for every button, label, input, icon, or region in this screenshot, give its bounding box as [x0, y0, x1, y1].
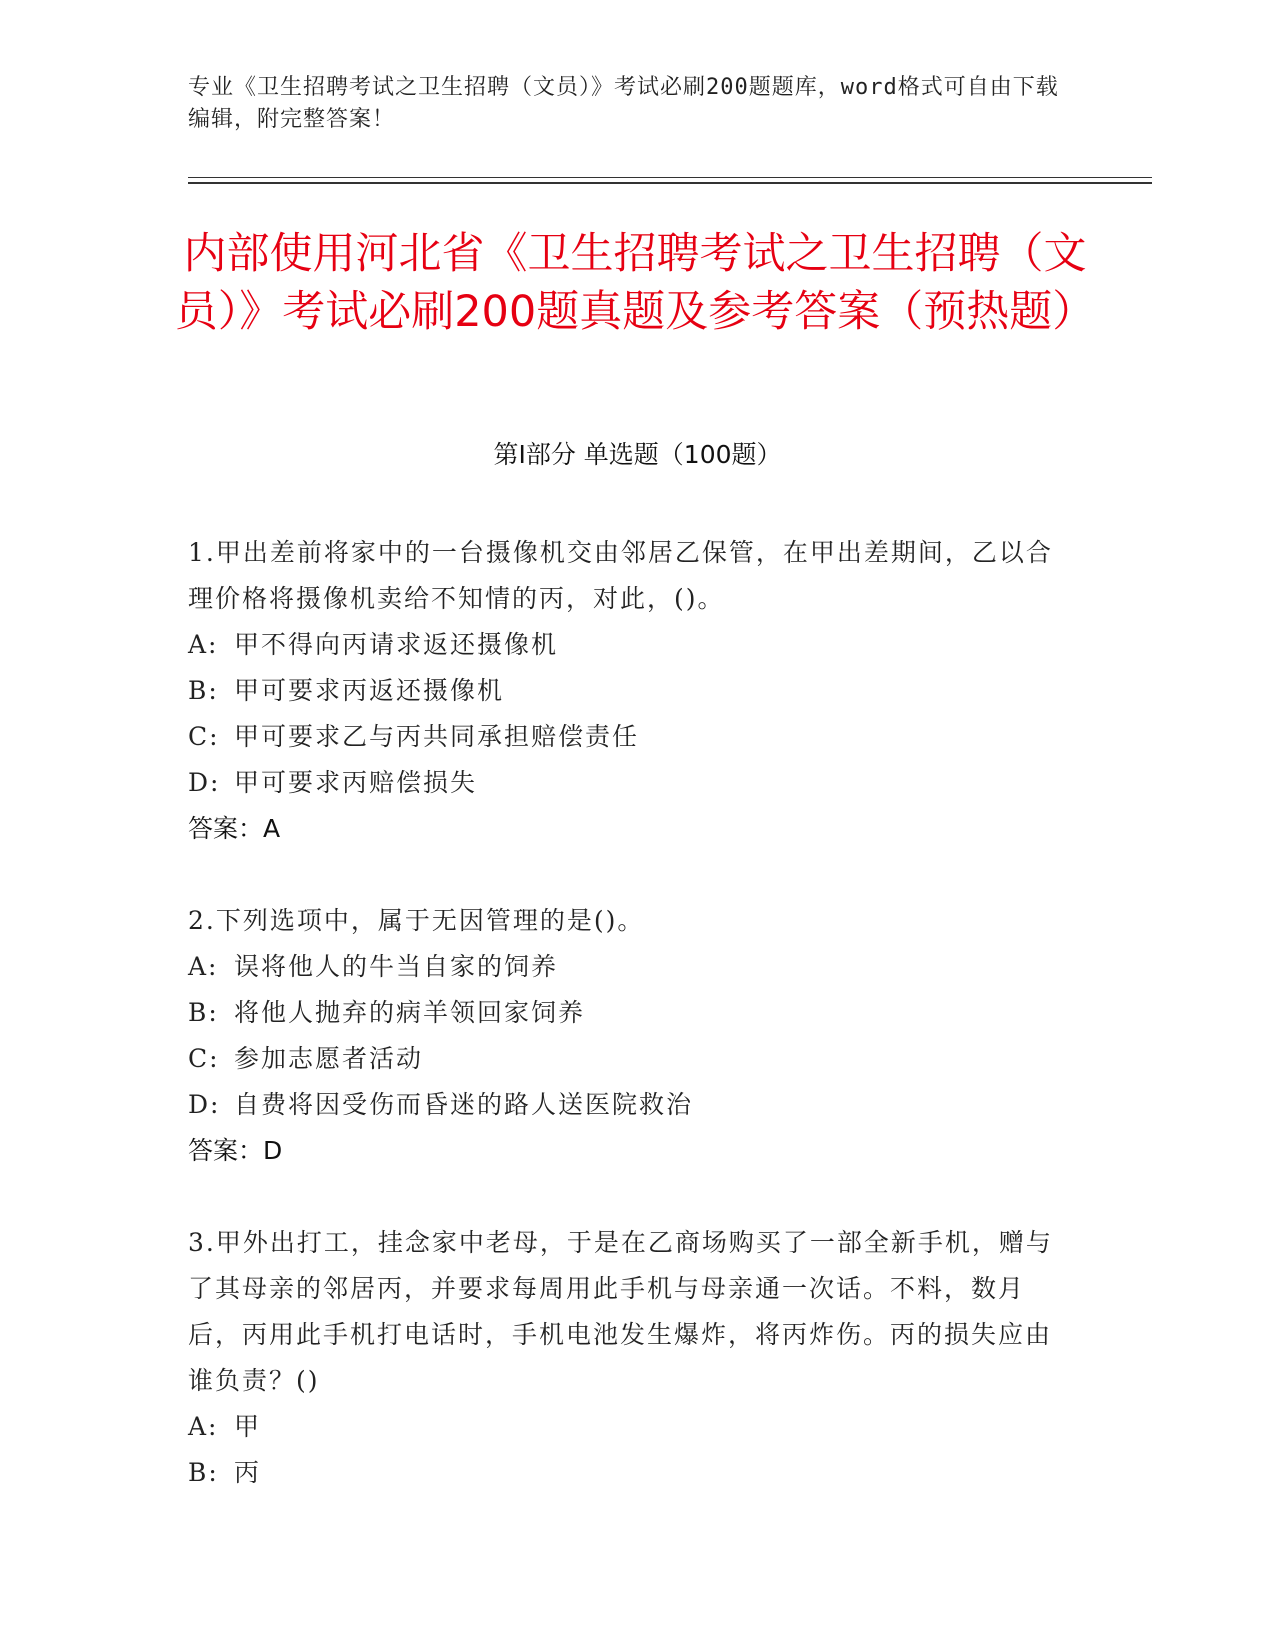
option-b	[188, 668, 1068, 714]
option-text: 甲可要求乙与丙共同承担赔偿责任	[234, 722, 640, 751]
option-c	[188, 714, 1068, 760]
option-text: 丙	[234, 1458, 262, 1487]
option-letter: C:	[188, 1044, 220, 1073]
header-divider-thin	[188, 177, 1152, 178]
question-3	[188, 1220, 1068, 1496]
option-text: 甲不得向丙请求返还摄像机	[234, 630, 559, 659]
header-note: 专业《卫生招聘考试之卫生招聘（文员）》考试必刷200题题库，word格式可自由下载编辑，附完整答案！	[188, 75, 1059, 132]
option-a	[188, 944, 1068, 990]
option-c	[188, 1036, 1068, 1082]
option-d	[188, 760, 1068, 806]
question-stem: 1.甲出差前将家中的一台摄像机交由邻居乙保管，在甲出差期间，乙以合理价格将摄像机卖给不知情的丙，对此，()。	[188, 538, 1053, 613]
option-text: 参加志愿者活动	[234, 1044, 424, 1073]
option-text: 将他人抛弃的病羊领回家饲养	[234, 998, 586, 1027]
question-list	[188, 530, 1068, 1542]
option-a	[188, 622, 1068, 668]
answer-label: 答案：	[188, 814, 264, 843]
header-divider-thick	[188, 182, 1152, 184]
option-letter: D:	[188, 1090, 221, 1119]
option-text: 误将他人的牛当自家的饲养	[234, 952, 559, 981]
option-letter: A:	[188, 952, 219, 981]
answer-line	[188, 1128, 1068, 1174]
option-b	[188, 990, 1068, 1036]
option-text: 甲可要求丙返还摄像机	[234, 676, 505, 705]
option-d	[188, 1082, 1068, 1128]
option-letter: B:	[188, 998, 219, 1027]
question-2	[188, 898, 1068, 1174]
document-title: 内部使用河北省《卫生招聘考试之卫生招聘（文员）》考试必刷200题真题及参考答案（预热题）	[174, 229, 1096, 337]
option-letter: D:	[188, 768, 221, 797]
option-text: 甲	[234, 1412, 262, 1441]
option-text: 甲可要求丙赔偿损失	[234, 768, 478, 797]
question-stem: 3.甲外出打工，挂念家中老母，于是在乙商场购买了一部全新手机，赠与了其母亲的邻居丙，并要求每周用此手机与母亲通一次话。不料，数月后，丙用此手机打电话时，手机电池发生爆炸，将丙炸伤。丙的损失应由谁负责？()	[188, 1228, 1053, 1395]
question-1	[188, 530, 1068, 852]
answer-value: A	[263, 814, 281, 843]
option-b	[188, 1450, 1068, 1496]
answer-label: 答案：	[188, 1136, 264, 1165]
option-text: 自费将因受伤而昏迷的路人送医院救治	[234, 1090, 694, 1119]
answer-line	[188, 806, 1068, 852]
answer-value: D	[263, 1136, 283, 1165]
option-letter: C:	[188, 722, 220, 751]
option-letter: B:	[188, 1458, 219, 1487]
option-letter: A:	[188, 1412, 219, 1441]
option-letter: B:	[188, 676, 219, 705]
section-heading: 第Ⅰ部分 单选题（100题）	[493, 440, 782, 469]
option-a	[188, 1404, 1068, 1450]
question-stem: 2.下列选项中，属于无因管理的是()。	[188, 906, 645, 935]
option-letter: A:	[188, 630, 219, 659]
